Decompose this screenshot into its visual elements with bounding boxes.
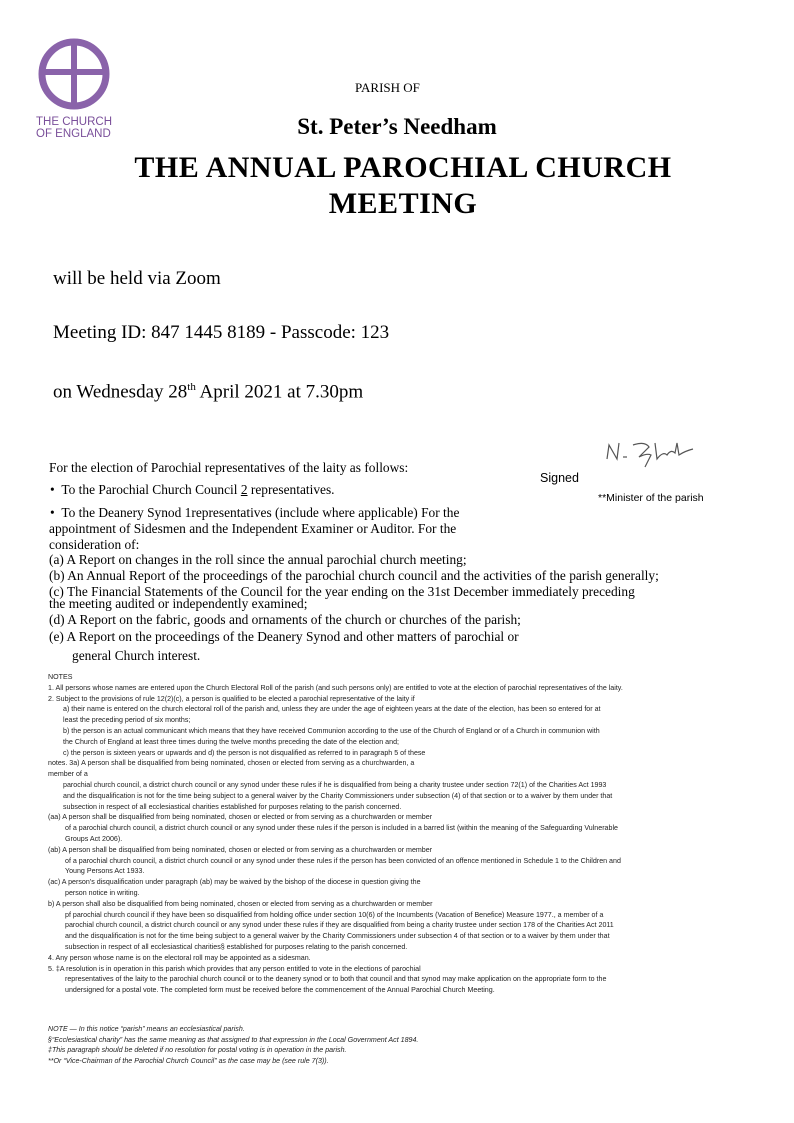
date-superscript: th bbox=[187, 381, 196, 393]
note-line: member of a bbox=[48, 770, 88, 779]
note-line: subsection in respect of all ecclesiastical charities§ established for purposes relating to the parish concerned. bbox=[65, 942, 408, 951]
notes-heading: NOTES bbox=[48, 673, 73, 681]
bullet-pcc-number: 2 bbox=[240, 482, 248, 497]
note-line: 4. Any person whose name is on the electoral roll may be appointed as a sidesman. bbox=[48, 953, 311, 962]
note-line: c) the person is sixteen years or upwards and d) the person is not disqualified as referred to in paragraph 5 of these bbox=[63, 748, 426, 757]
agenda-item-e-cont: general Church interest. bbox=[72, 648, 201, 663]
cross-circle-emblem bbox=[36, 37, 116, 117]
note-line: subsection in respect of all ecclesiastical charities established for purposes relating to the parish concerned. bbox=[63, 802, 402, 811]
agenda-item-b: (b) An Annual Report of the proceedings of the parochial church council and the activities of the parish generally; bbox=[49, 568, 659, 583]
agenda-item-e: (e) A Report on the proceedings of the Deanery Synod and other matters of parochial or bbox=[49, 629, 519, 644]
date-text-pre: on Wednesday 28 bbox=[53, 381, 188, 403]
bullet-deanery-line1: To the Deanery Synod 1representatives (include where applicable) For the bbox=[61, 505, 460, 520]
note-line: b) A person shall also be disqualified from being nominated, chosen or elected from serving as a churchwarden or member bbox=[48, 899, 433, 908]
note-line: person notice in writing. bbox=[65, 888, 140, 897]
parish-name: St. Peter’s Needham bbox=[297, 114, 497, 139]
footnotes-section bbox=[48, 1024, 418, 1067]
note-line: least the preceding period of six months; bbox=[63, 716, 191, 725]
footnote: NOTE — In this notice “parish” means an ecclesiastical parish. bbox=[48, 1025, 245, 1033]
note-line: and the disqualification is not for the time being subject to a general waiver by the Charity Commissioners under subsection 4 of that section or to a waiver by them under that bbox=[65, 932, 610, 941]
meeting-venue: will be held via Zoom bbox=[53, 268, 221, 289]
logo-text-line1: THE CHURCH bbox=[36, 116, 113, 128]
bullet-pcc: • To the Parochial Church Council 2 representatives. bbox=[50, 482, 335, 497]
note-line: (aa) A person shall be disqualified from being nominated, chosen or elected or from serving as a churchwarden or member bbox=[48, 813, 433, 822]
note-line: notes. 3a) A person shall be disqualified from being nominated, chosen or elected from serving as a churchwarden, a bbox=[48, 759, 415, 768]
note-line: undersigned for a postal vote. The completed form must be received before the commencement of the Annual Parochial Church Meeting. bbox=[65, 986, 495, 995]
note-line: of a parochial church council, a district church council or any synod under these rules if the person has been convicted of an offence mentioned in Schedule 1 to the Children and bbox=[65, 856, 621, 865]
bullet-deanery-line2: appointment of Sidesmen and the Independent Examiner or Auditor. For the bbox=[49, 521, 457, 536]
note-line: 1. All persons whose names are entered upon the Church Electoral Roll of the parish (and such persons only) are entitled to vote at the election of parochial representatives of the laity. bbox=[48, 683, 623, 692]
footnote: §“Ecclesiastical charity” has the same meaning as that assigned to that expression in the Local Government Act 1894. bbox=[48, 1035, 419, 1044]
note-line: parochial church council, a district church council or any synod under these rules if he is disqualified from being a charity trustee under section 72(1) of the Charities Act 1993 bbox=[63, 780, 607, 789]
note-line: representatives of the laity to the parochial church council or to the deanery synod or to both that council and that synod may make application on the appropriate form to the bbox=[65, 975, 607, 984]
note-line: Groups Act 2006). bbox=[65, 834, 123, 843]
note-line: 2. Subject to the provisions of rule 12(2)(c), a person is qualified to be elected a parochial representative of the laity if bbox=[48, 694, 415, 703]
agenda-item-c-cont: the meeting audited or independently examined; bbox=[49, 596, 308, 611]
footnote: ‡This paragraph should be deleted if no resolution for postal voting is in operation in the parish. bbox=[48, 1046, 347, 1055]
consideration-label: consideration of: bbox=[49, 537, 140, 552]
meeting-id-line: Meeting ID: 847 1445 8189 - Passcode: 123 bbox=[53, 322, 390, 343]
note-line: of a parochial church council, a district church council or any synod under these rules if the person is included in a barred list (within the meaning of the Safeguarding Vulnerable bbox=[65, 824, 618, 833]
parish-of-label: PARISH OF bbox=[355, 80, 420, 95]
note-line: (ab) A person shall be disqualified from being nominated, chosen or elected or from serving as a churchwarden or member bbox=[48, 845, 433, 854]
note-line: and the disqualification is not for the time being subject to a general waiver by the Charity Commissioners under subsection (4) of that section or to a waiver by them under that bbox=[63, 791, 613, 800]
notes-section bbox=[48, 672, 768, 996]
bullet-deanery: • To the Deanery Synod 1representatives (include where applicable) For the bbox=[50, 505, 460, 520]
page-title: THE ANNUAL PAROCHIAL CHURCH MEETING bbox=[134, 151, 672, 220]
note-line: 5. ‡A resolution is in operation in this parish which provides that any person entitled to vote in the elections of parochial bbox=[48, 964, 421, 973]
logo-text-line2: OF ENGLAND bbox=[36, 128, 111, 140]
note-line: pf parochial church council if they have been so disqualified from holding office under section 10(6) of the Incumbents (Vacation of Benefice) Measure 1977., a member of a bbox=[65, 910, 604, 919]
signed-label: Signed bbox=[540, 471, 579, 485]
note-line: Young Persons Act 1933. bbox=[65, 867, 145, 876]
election-intro: For the election of Parochial representatives of the laity as follows: bbox=[49, 460, 409, 475]
meeting-date bbox=[53, 381, 363, 403]
agenda-item-c: (c) The Financial Statements of the Council for the year ending on the 31st December immediately preceding bbox=[49, 584, 635, 599]
note-line: parochial church council, a district church council or any synod under these rules if they are disqualified from being a charity trustee under section 178 of the Charities Act 2011 bbox=[65, 921, 614, 930]
note-line: the Church of England at least three times during the twelve months preceding the date of the election and; bbox=[63, 737, 399, 746]
note-line: b) the person is an actual communicant which means that they have received Communion according to the use of the Church of England or of a Church in communion with bbox=[63, 726, 600, 735]
bullet-pcc-post: representatives. bbox=[247, 482, 335, 497]
minister-label: **Minister of the parish bbox=[598, 492, 704, 504]
footnote: **Or “Vice-Chairman of the Parochial Church Council” as the case may be (see rule 7(3)). bbox=[48, 1057, 329, 1066]
note-line: (ac) A person’s disqualification under paragraph (ab) may be waived by the bishop of the diocese in question giving the bbox=[48, 878, 421, 887]
agenda-item-a: (a) A Report on changes in the roll since the annual parochial church meeting; bbox=[49, 552, 467, 567]
signature-image bbox=[605, 437, 705, 472]
agenda-item-d: (d) A Report on the fabric, goods and ornaments of the church or churches of the parish; bbox=[49, 612, 521, 627]
date-text-post: April 2021 at 7.30pm bbox=[195, 381, 364, 403]
bullet-pcc-pre: To the Parochial Church Council bbox=[61, 482, 241, 497]
note-line: a) their name is entered on the church electoral roll of the parish and, unless they are under the age of eighteen years at the date of the election, has been so entered for at bbox=[63, 705, 601, 714]
